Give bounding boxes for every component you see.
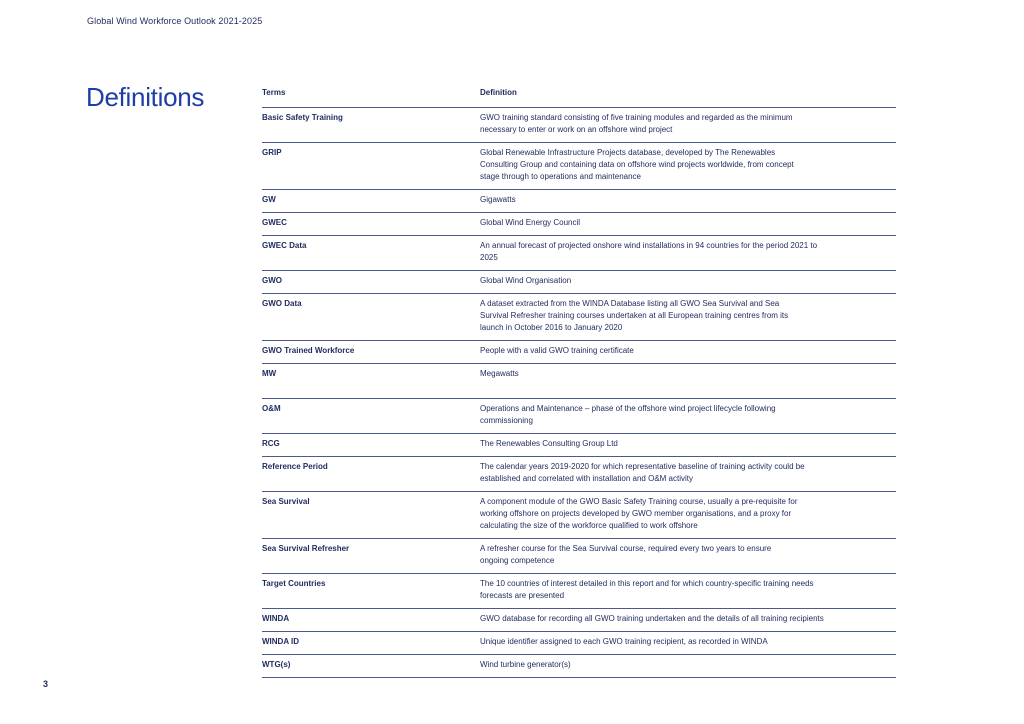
definition-cell — [480, 147, 896, 183]
definition-line: ongoing competence — [480, 556, 555, 565]
term-cell: GW — [262, 195, 276, 204]
term-cell: WTG(s) — [262, 660, 291, 669]
definitions-table — [262, 85, 896, 678]
table-row — [262, 457, 896, 492]
term-cell: MW — [262, 369, 277, 378]
definition-line: stage through to operations and maintenance — [480, 172, 642, 181]
table-row — [262, 213, 896, 236]
term-cell: WINDA ID — [262, 637, 300, 646]
table-row — [262, 143, 896, 190]
table-row — [262, 190, 896, 213]
term-cell: RCG — [262, 439, 280, 448]
definition-line: launch in October 2016 to January 2020 — [480, 323, 623, 332]
definition-cell — [480, 194, 896, 206]
definition-line: The Renewables Consulting Group Ltd — [480, 439, 618, 448]
definition-cell — [480, 438, 896, 450]
term-cell: GWO Data — [262, 299, 302, 308]
definition-cell — [480, 275, 896, 287]
term-cell: GWO Trained Workforce — [262, 346, 355, 355]
definition-line: The calendar years 2019-2020 for which representative baseline of training activity could be — [480, 462, 805, 471]
definition-cell — [480, 543, 896, 567]
definition-cell — [480, 578, 896, 602]
definition-line: Megawatts — [480, 369, 519, 378]
definition-line: GWO database for recording all GWO training undertaken and the details of all training recipients — [480, 614, 824, 623]
table-row — [262, 632, 896, 655]
table-row — [262, 294, 896, 341]
definition-line: necessary to enter or work on an offshore wind project — [480, 125, 673, 134]
term-cell: O&M — [262, 404, 281, 413]
definition-cell — [480, 298, 896, 334]
definition-cell — [480, 345, 896, 357]
table-row — [262, 364, 896, 399]
term-cell: Basic Safety Training — [262, 113, 343, 122]
definition-line: A component module of the GWO Basic Safety Training course, usually a pre-requisite for — [480, 497, 798, 506]
term-cell: GWO — [262, 276, 282, 285]
column-header-terms: Terms — [262, 88, 286, 97]
term-cell: Sea Survival Refresher — [262, 544, 350, 553]
table-header-row — [262, 85, 896, 108]
definition-line: Global Renewable Infrastructure Projects database, developed by The Renewables — [480, 148, 776, 157]
definition-line: Consulting Group and containing data on offshore wind projects worldwide, from concept — [480, 160, 794, 169]
definition-cell — [480, 636, 896, 648]
definition-cell — [480, 659, 896, 671]
definition-cell — [480, 496, 896, 532]
table-row — [262, 434, 896, 457]
definition-cell — [480, 112, 896, 136]
table-row — [262, 236, 896, 271]
table-row — [262, 399, 896, 434]
page-title: Definitions — [86, 82, 205, 112]
table-row — [262, 108, 896, 143]
term-cell: Sea Survival — [262, 497, 310, 506]
definition-line: working offshore on projects developed by GWO member organisations, and a proxy for — [480, 509, 792, 518]
term-cell: Reference Period — [262, 462, 328, 471]
table-row — [262, 609, 896, 632]
definition-line: commissioning — [480, 416, 533, 425]
definition-line: Operations and Maintenance – phase of the offshore wind project lifecycle following — [480, 404, 776, 413]
definition-line — [480, 380, 866, 392]
definition-line: calculating the size of the workforce qualified to work offshore — [480, 521, 698, 530]
running-header: Global Wind Workforce Outlook 2021-2025 — [87, 16, 263, 26]
table-row — [262, 655, 896, 678]
page-number: 3 — [43, 679, 49, 689]
definition-line: forecasts are presented — [480, 591, 565, 600]
definition-line: Survival Refresher training courses undertaken at all European training centres from its — [480, 311, 789, 320]
definition-line: Global Wind Organisation — [480, 276, 572, 285]
definition-line: 2025 — [480, 253, 498, 262]
table-row — [262, 341, 896, 364]
definition-line: The 10 countries of interest detailed in this report and for which country-specific training needs — [480, 579, 814, 588]
definition-line: Wind turbine generator(s) — [480, 660, 571, 669]
table-body — [262, 108, 896, 678]
term-cell: GWEC — [262, 218, 287, 227]
term-cell: GWEC Data — [262, 241, 307, 250]
table-row — [262, 574, 896, 609]
definition-line: People with a valid GWO training certificate — [480, 346, 634, 355]
table-row — [262, 271, 896, 294]
table-row — [262, 539, 896, 574]
definition-line: Global Wind Energy Council — [480, 218, 581, 227]
definition-line: GWO training standard consisting of five training modules and regarded as the minimum — [480, 113, 793, 122]
term-cell: GRIP — [262, 148, 282, 157]
definition-line: Unique identifier assigned to each GWO training recipient, as recorded in WINDA — [480, 637, 768, 646]
definition-cell — [480, 240, 896, 264]
definition-cell — [480, 217, 896, 229]
term-cell: Target Countries — [262, 579, 326, 588]
definition-cell — [480, 368, 896, 392]
definition-line: A refresher course for the Sea Survival course, required every two years to ensure — [480, 544, 772, 553]
definition-line: established and correlated with installation and O&M activity — [480, 474, 693, 483]
definition-cell — [480, 461, 896, 485]
definition-line: A dataset extracted from the WINDA Database listing all GWO Sea Survival and Sea — [480, 299, 780, 308]
definition-line: An annual forecast of projected onshore wind installations in 94 countries for the period 2021 to — [480, 241, 818, 250]
column-header-definition: Definition — [480, 88, 517, 97]
definition-cell — [480, 613, 896, 625]
table-row — [262, 492, 896, 539]
term-cell: WINDA — [262, 614, 290, 623]
definition-cell — [480, 403, 896, 427]
definition-line: Gigawatts — [480, 195, 516, 204]
